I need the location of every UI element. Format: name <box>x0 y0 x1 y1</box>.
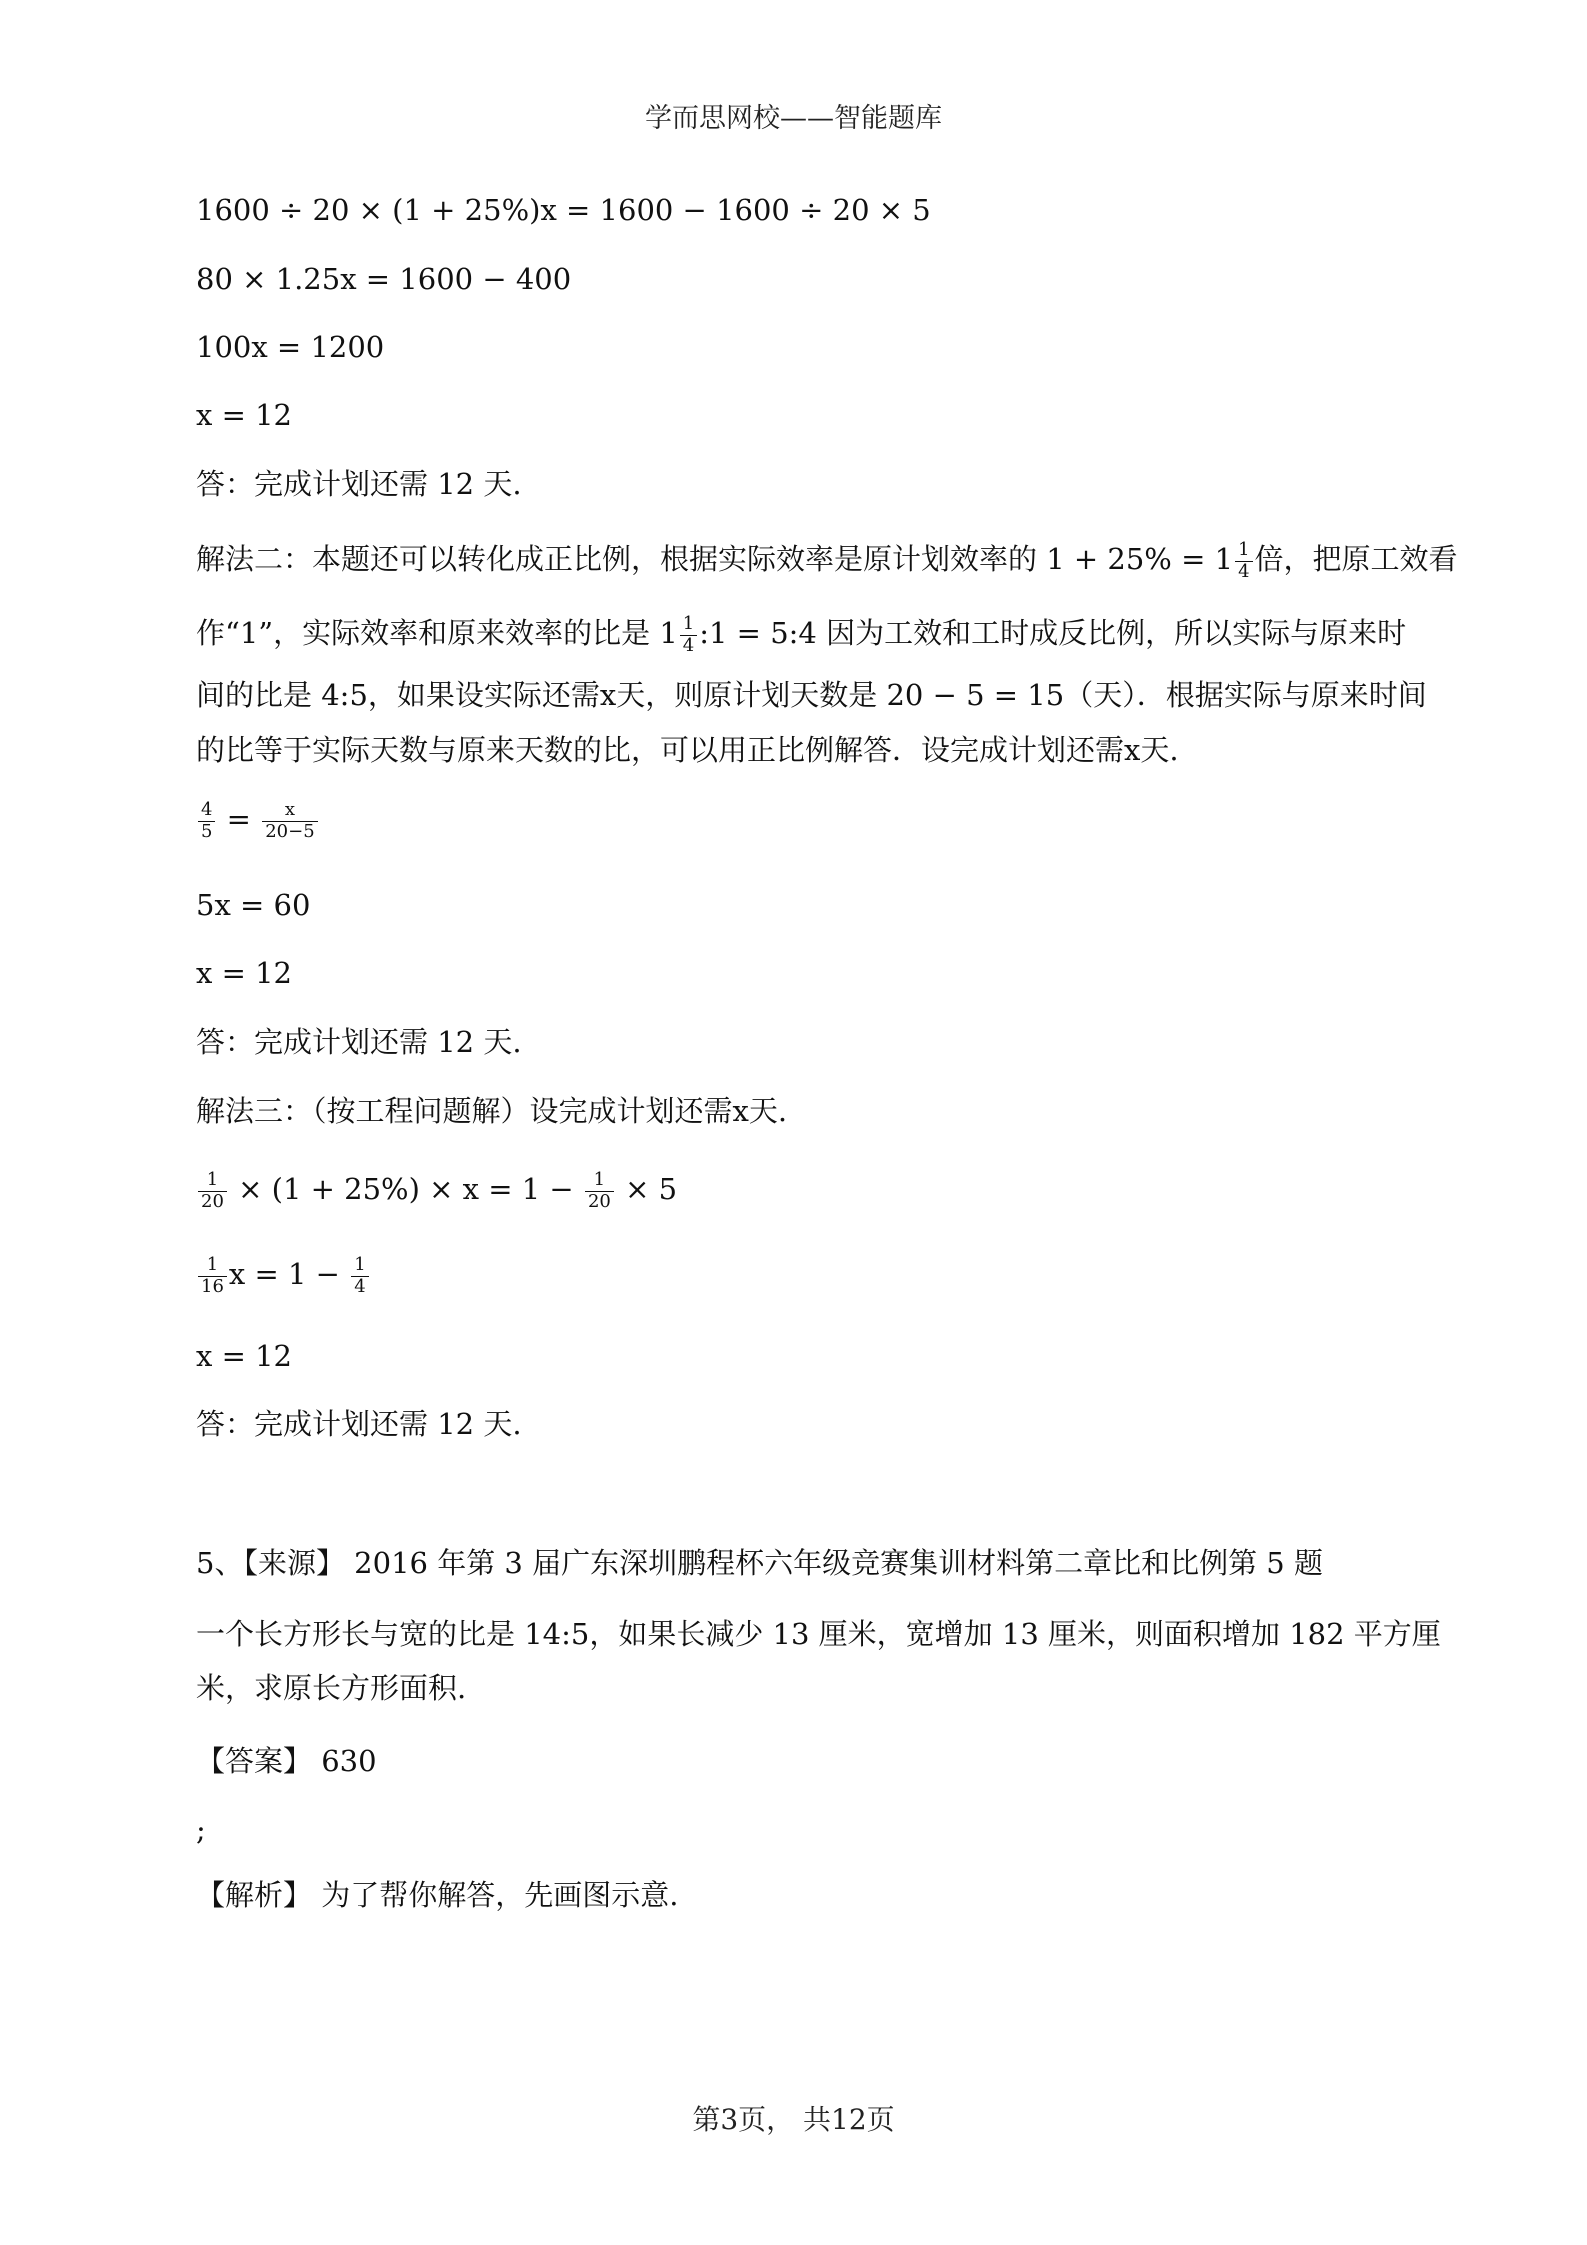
fraction-numerator: 1 <box>680 614 697 636</box>
fraction-denominator: 4 <box>1238 560 1250 582</box>
answer-line: 答：完成计划还需 12 天. <box>196 1407 522 1441</box>
equation-line: x = 12 <box>196 956 292 990</box>
text-segment: 作“1”，实际效率和原来效率的比是 1 <box>196 616 678 651</box>
fraction <box>351 1255 368 1297</box>
text-segment: :1 = 5:4 因为工效和工时成反比例，所以实际与原来时 <box>699 616 1407 651</box>
solution2-paragraph-line <box>196 614 1406 656</box>
text-segment: × 5 <box>625 1172 678 1207</box>
equation-line: 5x = 60 <box>196 888 311 922</box>
fraction-numerator: 4 <box>198 800 215 822</box>
fraction <box>198 1170 227 1212</box>
equation-line: x = 12 <box>196 1339 292 1373</box>
fraction-denominator: 5 <box>201 820 213 842</box>
fraction-numerator: 1 <box>198 1255 227 1277</box>
equation-line: 1600 ÷ 20 × (1 + 25%)x = 1600 − 1600 ÷ 20 × 5 <box>196 193 931 227</box>
problem-text-line: 一个长方形长与宽的比是 14:5，如果长减少 13 厘米，宽增加 13 厘米，则面积增加 182 平方厘 <box>196 1617 1441 1651</box>
equation-line <box>196 1170 677 1212</box>
equation-line <box>196 1255 371 1297</box>
text-segment: x = 1 − <box>228 1257 340 1292</box>
fraction <box>585 1170 614 1212</box>
solution2-paragraph-line: 的比等于实际天数与原来天数的比，可以用正比例解答．设完成计划还需x天. <box>196 733 1179 767</box>
fraction-numerator: 1 <box>585 1170 614 1192</box>
answer-line: 答：完成计划还需 12 天. <box>196 1025 522 1059</box>
fraction-numerator: 1 <box>198 1170 227 1192</box>
fraction-denominator: 4 <box>682 634 695 656</box>
solution3-intro: 解法三：（按工程问题解）设完成计划还需x天. <box>196 1094 788 1128</box>
answer-label: 【答案】 630 <box>196 1744 377 1778</box>
problem-text-line: 米，求原长方形面积. <box>196 1671 467 1705</box>
equals-sign: = <box>226 802 251 837</box>
separator-text: ; <box>196 1813 206 1847</box>
solution2-paragraph-line <box>196 540 1458 582</box>
fraction-denominator: 20−5 <box>265 820 315 842</box>
fraction-numerator: 1 <box>1235 540 1252 562</box>
fraction-numerator: x <box>262 800 317 822</box>
proportion-equation <box>196 800 320 842</box>
fraction <box>262 800 317 842</box>
fraction <box>680 614 697 656</box>
text-segment: 解法二：本题还可以转化成正比例，根据实际效率是原计划效率的 1 + 25% = 1 <box>196 542 1234 577</box>
page-footer: 第3页， 共12页 <box>692 2103 895 2136</box>
text-segment: 倍，把原工效看 <box>1254 542 1458 577</box>
answer-line: 答：完成计划还需 12 天. <box>196 467 522 501</box>
fraction <box>1235 540 1252 582</box>
fraction-denominator: 20 <box>201 1190 224 1212</box>
equation-line: x = 12 <box>196 398 292 432</box>
fraction <box>198 1255 227 1297</box>
fraction-numerator: 1 <box>351 1255 368 1277</box>
fraction <box>198 800 215 842</box>
fraction-denominator: 4 <box>354 1275 366 1297</box>
equation-line: 80 × 1.25x = 1600 − 400 <box>196 262 572 296</box>
fraction-denominator: 16 <box>201 1275 224 1297</box>
solution2-paragraph-line: 间的比是 4:5，如果设实际还需x天，则原计划天数是 20 − 5 = 15（天）．根据实际与原来时间 <box>196 678 1427 712</box>
fraction-denominator: 20 <box>587 1190 611 1212</box>
analysis-label: 【解析】 为了帮你解答，先画图示意. <box>196 1878 679 1912</box>
page-header: 学而思网校——智能题库 <box>645 103 942 134</box>
problem-source: 5、【来源】 2016 年第 3 届广东深圳鹏程杯六年级竞赛集训材料第二章比和比例第 5 题 <box>196 1546 1323 1580</box>
text-segment: × (1 + 25%) × x = 1 − <box>238 1172 574 1207</box>
equation-line: 100x = 1200 <box>196 330 385 364</box>
